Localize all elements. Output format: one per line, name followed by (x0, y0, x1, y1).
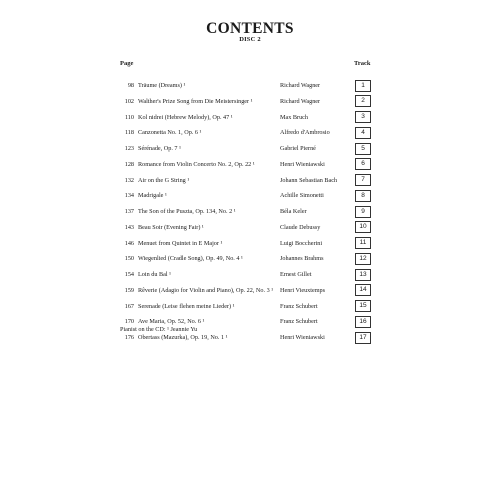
piece-title: Kol nidrei (Hebrew Melody), Op. 47 ¹ (138, 113, 233, 121)
track-number: 14 (355, 284, 371, 296)
page-number: 102 (124, 97, 134, 105)
list-item (0, 110, 500, 126)
track-number: 17 (355, 332, 371, 344)
disc-subtitle: DISC 2 (239, 36, 261, 43)
track-number: 6 (355, 158, 371, 170)
page-number: 118 (124, 129, 134, 137)
track-column-header: Track (354, 60, 371, 67)
track-number: 7 (355, 174, 371, 186)
piece-title: Rêverie (Adagio for Violin and Piano), Op. 22, No. 3 ¹ (138, 286, 274, 294)
page-number: 176 (124, 334, 134, 341)
page-number: 134 (124, 192, 134, 200)
track-number: 8 (355, 190, 371, 202)
piece-title: Wiegenlied (Cradle Song), Op. 49, No. 4 ¹ (138, 255, 243, 263)
list-item (0, 173, 500, 189)
page-number: 146 (124, 239, 134, 247)
track-number: 11 (355, 237, 371, 249)
page-number: 150 (124, 255, 134, 263)
piece-title: Romance from Violin Concerto No. 2, Op. 22 ¹ (138, 160, 255, 168)
page-number: 132 (124, 176, 134, 184)
piece-title: Madrigale ¹ (138, 192, 167, 200)
piece-title: The Son of the Puszta, Op. 134, No. 2 ¹ (138, 208, 236, 215)
composer: Richard Wagner (280, 82, 321, 89)
list-item (0, 204, 500, 220)
track-number: 3 (355, 111, 371, 123)
piece-title: Träume (Dreams) ¹ (138, 82, 186, 89)
piece-title: Canzonetta No. 1, Op. 6 ¹ (138, 129, 202, 137)
piece-title: Obertass (Mazurka), Op. 19, No. 1 ¹ (138, 334, 228, 341)
page-number: 143 (124, 223, 134, 231)
page-number: 98 (127, 82, 134, 89)
composer: Max Bruch (280, 113, 309, 121)
list-item (0, 330, 500, 346)
list-item (0, 314, 500, 330)
track-number: 12 (355, 253, 371, 265)
page-number: 154 (124, 271, 134, 278)
list-item (0, 141, 500, 157)
list-item (0, 78, 500, 94)
track-number: 10 (355, 221, 371, 233)
piece-title: Serenade (Leise flehen meine Lieder) ¹ (138, 302, 235, 310)
page-number: 110 (124, 113, 134, 121)
track-number: 15 (355, 300, 371, 312)
list-item (0, 94, 500, 110)
composer: Luigi Boccherini (280, 239, 323, 247)
composer: Henri Vieuxtemps (280, 286, 326, 294)
list-item (0, 251, 500, 267)
track-number: 1 (355, 80, 371, 92)
track-number: 2 (355, 95, 371, 107)
composer: Richard Wagner (280, 97, 321, 105)
list-item (0, 220, 500, 236)
track-number: 9 (355, 206, 371, 218)
page-number: 170 (124, 318, 134, 326)
piece-title: Loin du Bal ¹ (138, 271, 171, 278)
page-column-header: Page (120, 60, 134, 67)
composer: Franz Schubert (280, 302, 318, 310)
page-title: CONTENTS (206, 20, 294, 37)
piece-title: Walther's Prize Song from Die Meistersinger ¹ (138, 97, 253, 105)
list-item (0, 157, 500, 173)
composer: Franz Schubert (280, 318, 318, 326)
piece-title: Sérénade, Op. 7 ¹ (138, 145, 181, 152)
piece-title: Menuet from Quintet in E Major ¹ (138, 239, 223, 247)
composer: Achille Simonetti (280, 192, 324, 200)
page-number: 128 (124, 160, 134, 168)
track-number: 5 (355, 143, 371, 155)
page-number: 159 (124, 286, 134, 294)
composer: Henri Wieniawski (280, 334, 325, 341)
composer: Johannes Brahms (280, 255, 324, 263)
track-number: 4 (355, 127, 371, 139)
pianist-footnote: Pianist on the CD: ¹ Jeannie Yu (120, 326, 198, 333)
list-item (0, 236, 500, 252)
track-number: 16 (355, 316, 371, 328)
list-item (0, 125, 500, 141)
piece-title: Beau Soir (Evening Fair) ¹ (138, 223, 204, 231)
piece-title: Ave Maria, Op. 52, No. 6 ¹ (138, 318, 205, 326)
page-number: 123 (124, 145, 134, 152)
list-item (0, 188, 500, 204)
page-number: 137 (124, 208, 134, 215)
list-item (0, 283, 500, 299)
composer: Alfredo d'Ambrosio (280, 129, 330, 137)
contents-list (0, 78, 500, 346)
piece-title: Air on the G String ¹ (138, 176, 190, 184)
list-item (0, 299, 500, 315)
list-item (0, 267, 500, 283)
composer: Ernest Gillet (280, 271, 312, 278)
composer: Gabriel Pierné (280, 145, 316, 152)
track-number: 13 (355, 269, 371, 281)
composer: Johann Sebastian Bach (280, 176, 338, 184)
composer: Henri Wieniawski (280, 160, 325, 168)
page-number: 167 (124, 302, 134, 310)
composer: Claude Debussy (280, 223, 321, 231)
composer: Béla Keler (280, 208, 307, 215)
